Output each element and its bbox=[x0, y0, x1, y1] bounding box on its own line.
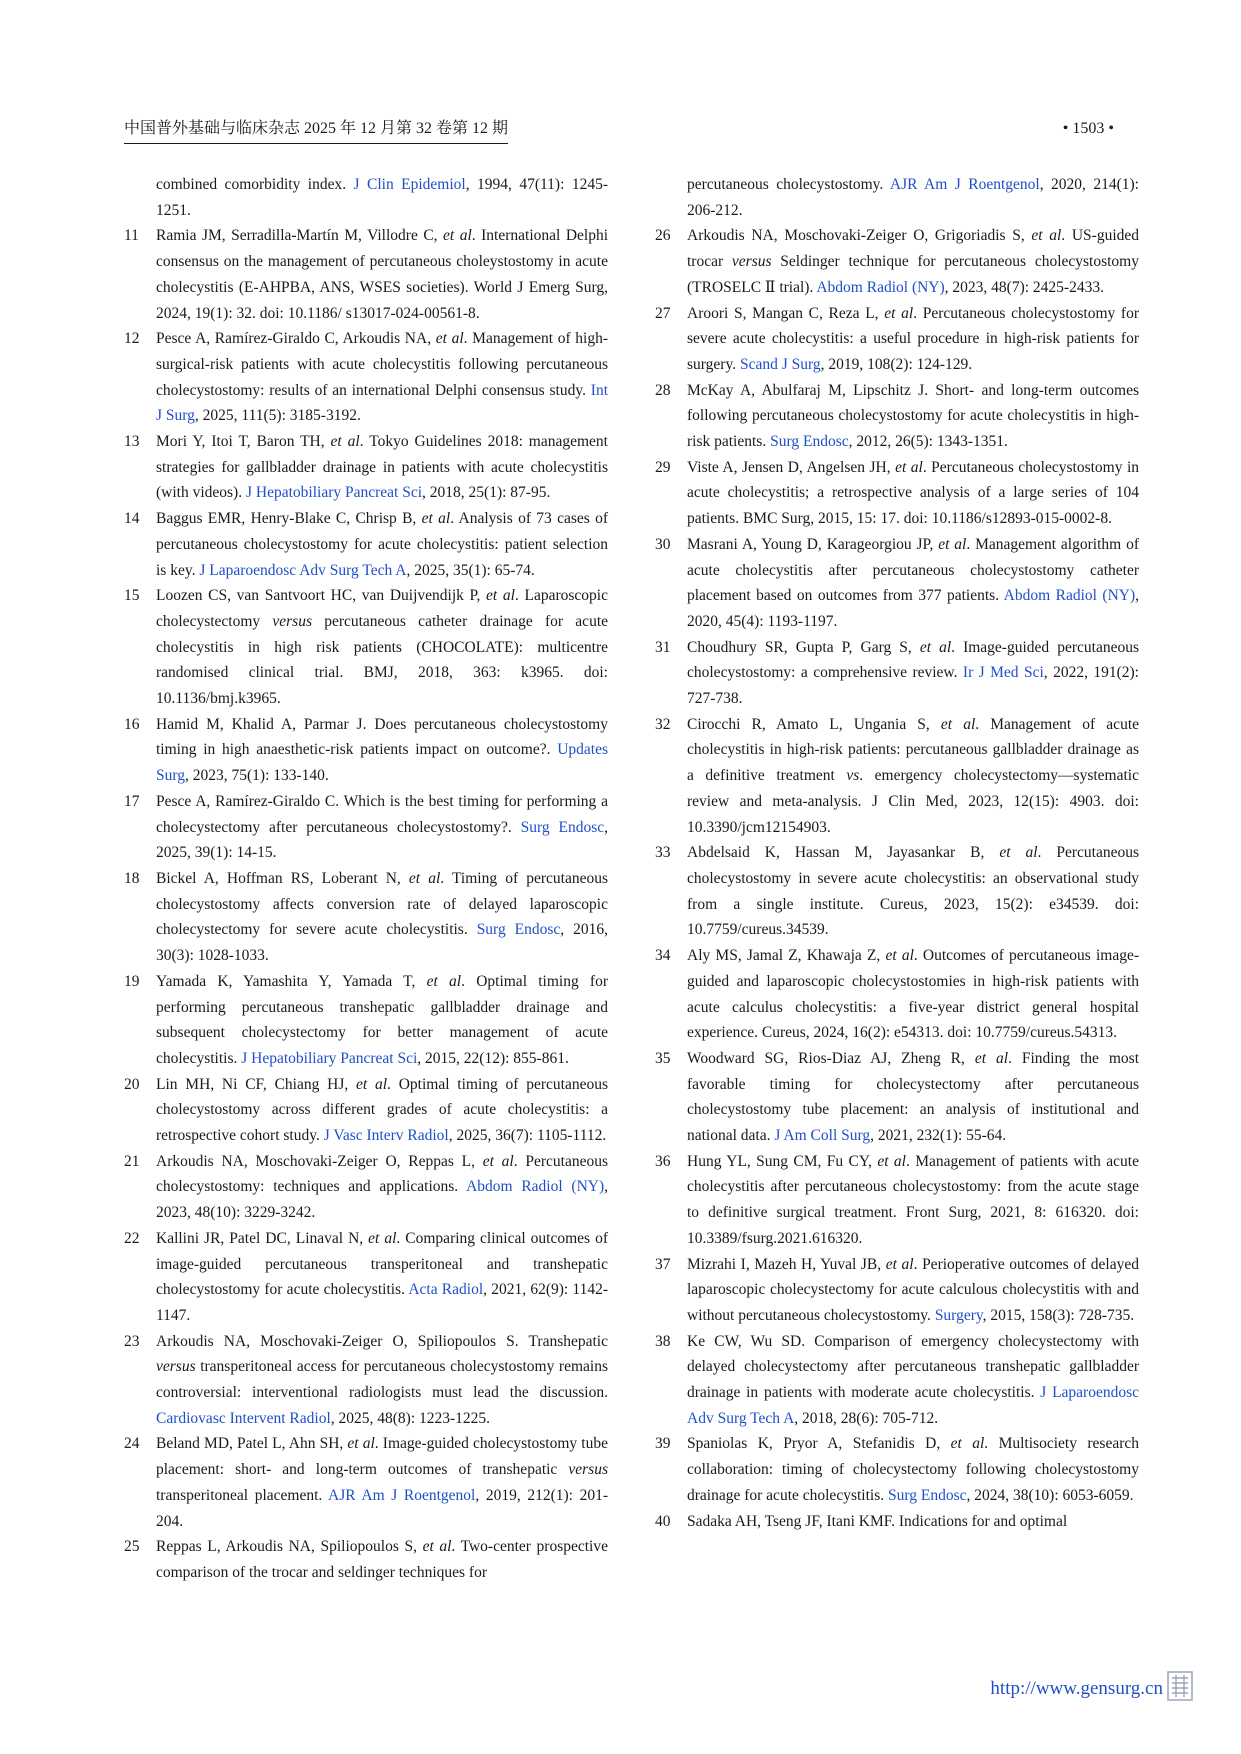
text-run: McKay A, Abulfaraj M, Lipschitz J. Short- and long-term outcomes following percutaneous cholecystostomy for acute cholecystitis in high-risk patients. bbox=[687, 381, 1139, 451]
text-run: , 2023, 48(7): 2425-2433. bbox=[944, 278, 1104, 296]
reference-text bbox=[687, 639, 1139, 707]
reference-text bbox=[156, 330, 608, 424]
text-run: Sadaka AH, Tseng JF, Itani KMF. Indications for and optimal bbox=[687, 1512, 1068, 1530]
text-run: Aly MS, Jamal Z, Khawaja Z, bbox=[687, 947, 886, 965]
italic-text: et al bbox=[422, 1538, 452, 1556]
italic-text: et al bbox=[482, 1152, 514, 1170]
journal-link[interactable]: Surg Endosc bbox=[770, 433, 849, 451]
reference-text bbox=[156, 793, 608, 861]
text-run: , 2018, 25(1): 87-95. bbox=[422, 484, 551, 502]
text-run: Masrani A, Young D, Karageorgiou JP, bbox=[687, 535, 939, 553]
reference-number: 29 bbox=[655, 458, 671, 476]
italic-text: et al bbox=[919, 638, 952, 656]
reference-list-right bbox=[655, 223, 1139, 1534]
reference-number: 15 bbox=[124, 587, 140, 605]
italic-text: et al bbox=[885, 1255, 914, 1273]
text-run: Ramia JM, Serradilla-Martín M, Villodre C, bbox=[156, 227, 444, 245]
text-run: , 2019, 108(2): 124-129. bbox=[820, 355, 973, 373]
text-run: , 2015, 158(3): 728-735. bbox=[982, 1306, 1135, 1324]
text-run: Arkoudis NA, Moschovaki-Zeiger O, Reppas L, bbox=[156, 1152, 483, 1170]
page-header bbox=[124, 118, 1114, 146]
italic-text: et al bbox=[408, 869, 441, 887]
journal-link[interactable]: Scand J Surg bbox=[739, 355, 821, 373]
text-run: . Percutaneous cholecystostomy: techniques and applications. bbox=[156, 1152, 608, 1196]
reference-item bbox=[655, 532, 1139, 635]
text-run: , 2025, 48(8): 1223-1225. bbox=[330, 1409, 491, 1427]
text-run: Yamada K, Yamashita Y, Yamada T, bbox=[156, 972, 427, 990]
text-run: . International Delphi consensus on the management of percutaneous choleystostomy in acute cholecystitis (E-AHPBA, ANS, WSES societies). World J Emerg Surg, 2024, 19(1): 32. doi: 10.1186/ s13017-024-00561-8. bbox=[156, 227, 609, 322]
journal-link[interactable]: Abdom Radiol (NY) bbox=[1003, 587, 1136, 605]
text-run: Aroori S, Mangan C, Reza L, bbox=[687, 304, 885, 322]
reference-number: 12 bbox=[124, 330, 140, 348]
reference-text bbox=[687, 1513, 1067, 1530]
reference-item bbox=[124, 866, 608, 969]
reference-item bbox=[124, 1431, 608, 1534]
reference-column-right bbox=[655, 172, 1139, 1534]
reference-item bbox=[655, 635, 1139, 712]
reference-item bbox=[655, 712, 1139, 841]
text-run: , 2023, 75(1): 133-140. bbox=[185, 767, 329, 785]
text-run: Baggus EMR, Henry-Blake C, Chrisp B, bbox=[156, 510, 422, 528]
footer-website-link[interactable]: http://www.gensurg.cn bbox=[990, 1678, 1163, 1699]
text-run: . Percutaneous cholecystostomy in acute cholecystitis; a retrospective analysis of a large series of 104 patients. BMC Surg, 2015, 15: 17. doi: 10.1186/s12893-015-0002-8. bbox=[687, 458, 1140, 528]
text-run: Reppas L, Arkoudis NA, Spiliopoulos S, bbox=[156, 1538, 423, 1556]
italic-text: et al bbox=[999, 844, 1038, 862]
reference-item bbox=[655, 223, 1139, 300]
reference-number: 38 bbox=[655, 1332, 671, 1350]
text-run: , 2019, 212(1): 201-204. bbox=[156, 1486, 609, 1530]
reference-text bbox=[156, 716, 608, 784]
text-run: . Management of acute cholecystitis in high-risk patients: percutaneous gallbladder drainage as a definitive treatment bbox=[687, 715, 1140, 785]
text-run: Viste A, Jensen D, Angelsen JH, bbox=[687, 458, 896, 476]
reference-number: 18 bbox=[124, 869, 140, 887]
text-run: transperitoneal placement. bbox=[156, 1486, 329, 1504]
italic-text: et al bbox=[940, 715, 976, 733]
reference-item bbox=[124, 969, 608, 1072]
reference-text bbox=[156, 1333, 608, 1427]
text-run: Lin MH, Ni CF, Chiang HJ, bbox=[156, 1075, 357, 1093]
reference-item bbox=[655, 455, 1139, 532]
reference-text bbox=[687, 1333, 1139, 1427]
journal-link[interactable]: J Clin Epidemiol bbox=[353, 176, 466, 193]
text-run: Mori Y, Itoi T, Baron TH, bbox=[156, 433, 331, 451]
reference-item bbox=[655, 943, 1139, 1046]
italic-text: et al bbox=[443, 227, 472, 245]
text-run: Arkoudis NA, Moschovaki-Zeiger O, Spiliopoulos S. Transhepatic bbox=[156, 1332, 608, 1350]
reference-item bbox=[655, 1149, 1139, 1252]
reference-text bbox=[687, 382, 1139, 450]
journal-link[interactable]: J Laparoendosc Adv Surg Tech A bbox=[687, 1384, 1139, 1427]
reference-text bbox=[156, 1538, 608, 1581]
text-run: . Timing of percutaneous cholecystostomy affects conversion rate of delayed laparoscopic cholecystectomy for severe acute cholecystitis. bbox=[156, 869, 609, 939]
text-run: . Image-guided cholecystostomy tube placement: short- and long-term outcomes of transhepatic bbox=[156, 1435, 608, 1479]
reference-item bbox=[124, 1149, 608, 1226]
text-run: percutaneous cholecystostomy. bbox=[687, 176, 890, 193]
text-run: Abdelsaid K, Hassan M, Jayasankar B, bbox=[687, 844, 1000, 862]
text-run: transperitoneal access for percutaneous cholecystostomy remains controversial: interventional radiologists must lead the discussion. bbox=[156, 1358, 608, 1402]
journal-link[interactable]: AJR Am J Roentgenol bbox=[328, 1486, 476, 1504]
text-run: . Optimal timing for performing percutaneous transhepatic gallbladder drainage and subsequent cholecystectomy for better management of acute cholecystitis. bbox=[156, 972, 609, 1067]
text-run: . Finding the most favorable timing for cholecystectomy after percutaneous cholecystostomy tube placement: an analysis of institutional and national data. bbox=[687, 1049, 1140, 1145]
reference-item bbox=[655, 1046, 1139, 1149]
reference-item bbox=[655, 378, 1139, 455]
text-run: . Two-center prospective comparison of the trocar and seldinger techniques for bbox=[156, 1538, 608, 1581]
reference-number: 35 bbox=[655, 1049, 671, 1067]
journal-link[interactable]: Abdom Radiol (NY) bbox=[466, 1178, 605, 1196]
journal-link[interactable]: J Am Coll Surg bbox=[774, 1127, 871, 1145]
text-run: Choudhury SR, Gupta P, Garg S, bbox=[687, 638, 920, 656]
journal-link[interactable]: Updates Surg bbox=[156, 741, 608, 785]
reference-text bbox=[687, 716, 1139, 836]
italic-text: et al bbox=[974, 1049, 1009, 1067]
reference-item bbox=[655, 1252, 1139, 1329]
text-run: , 2024, 38(10): 6053-6059. bbox=[966, 1486, 1134, 1504]
text-run: . Outcomes of percutaneous image-guided and laparoscopic cholecystostomies in high-risk patients with acute calculus cholecystitis: a five-year district general hospital experience. Cureus, 2024, 16(2): e54313. doi: 10.7759/cureus.54313. bbox=[687, 947, 1140, 1042]
reference-number: 30 bbox=[655, 535, 671, 553]
reference-list-left bbox=[124, 223, 608, 1585]
text-run: Cirocchi R, Amato L, Ungania S, bbox=[687, 715, 941, 733]
page-number: • 1503 • bbox=[1062, 120, 1114, 137]
reference-number: 37 bbox=[655, 1255, 671, 1273]
reference-number: 27 bbox=[655, 304, 671, 322]
text-run: , 2012, 26(5): 1343-1351. bbox=[848, 433, 1008, 451]
text-run: . Analysis of 73 cases of percutaneous cholecystostomy for acute cholecystitis: patient selection is key. bbox=[156, 510, 609, 579]
reference-column-left bbox=[124, 172, 608, 1586]
text-run: . Percutaneous cholecystostomy in severe acute cholecystitis: an observational study from a single institute. Cureus, 2023, 15(2): e34539. doi: 10.7759/cureus.34539. bbox=[687, 844, 1139, 939]
text-run: Pesce A, Ramírez-Giraldo C, Arkoudis NA, bbox=[156, 330, 436, 348]
reference-text bbox=[687, 1435, 1139, 1503]
reference-text bbox=[156, 510, 608, 578]
text-run: , 2021, 232(1): 55-64. bbox=[870, 1127, 1007, 1145]
journal-link[interactable]: J Laparoendosc Adv Surg Tech A bbox=[199, 561, 407, 579]
journal-link[interactable]: AJR Am J Roentgenol bbox=[889, 176, 1040, 193]
reference-text bbox=[687, 947, 1139, 1041]
reference-item bbox=[124, 223, 608, 326]
journal-link[interactable]: J Vasc Interv Radiol bbox=[323, 1127, 449, 1145]
reference-item bbox=[124, 789, 608, 866]
text-run: Mizrahi I, Mazeh H, Yuval JB, bbox=[687, 1255, 886, 1273]
reference-number: 39 bbox=[655, 1435, 671, 1453]
text-run: , 2015, 22(12): 855-861. bbox=[417, 1049, 569, 1067]
text-run: . Image-guided percutaneous cholecystostomy: a comprehensive review. bbox=[687, 638, 1139, 682]
italic-text: et al bbox=[486, 587, 515, 605]
text-run: . Laparoscopic cholecystectomy bbox=[156, 587, 608, 630]
text-run: , 2018, 28(6): 705-712. bbox=[794, 1409, 939, 1427]
journal-link[interactable]: Abdom Radiol (NY) bbox=[816, 278, 945, 296]
text-run: combined comorbidity index. bbox=[156, 176, 354, 193]
text-run: Ke CW, Wu SD. Comparison of emergency cholecystectomy with delayed cholecystectomy after percutaneous transhepatic gallbladder drainage in patients with moderate acute cholecystitis. bbox=[687, 1332, 1139, 1402]
reference-item bbox=[655, 301, 1139, 378]
italic-text: et al bbox=[1031, 227, 1062, 245]
reference-number: 40 bbox=[655, 1512, 671, 1530]
reference-item bbox=[655, 1431, 1139, 1508]
reference-text bbox=[687, 176, 1139, 219]
reference-item bbox=[124, 326, 608, 429]
reference-text bbox=[687, 227, 1139, 295]
text-run: . Perioperative outcomes of delayed laparoscopic cholecystectomy for acute calculous cholecystitis with and without percutaneous cholecystostomy. bbox=[687, 1255, 1139, 1324]
text-run: , 2023, 48(10): 3229-3242. bbox=[156, 1178, 608, 1222]
reference-text bbox=[687, 1050, 1139, 1144]
text-run: Seldinger technique for percutaneous cholecystostomy (TROSELC Ⅱ trial). bbox=[687, 253, 1139, 296]
reference-number: 19 bbox=[124, 972, 140, 990]
reference-text bbox=[156, 1076, 608, 1144]
reference-number: 17 bbox=[124, 792, 140, 810]
text-run: . emergency cholecystectomy—systematic review and meta-analysis. J Clin Med, 2023, 12(15): 4903. doi: 10.3390/jcm12154903. bbox=[687, 767, 1139, 836]
reference-item bbox=[655, 1509, 1139, 1535]
reference-continuation-right bbox=[655, 172, 1139, 223]
text-run: , 2020, 214(1): 206-212. bbox=[687, 176, 1139, 219]
journal-link[interactable]: Surg Endosc bbox=[476, 921, 561, 939]
reference-item bbox=[124, 1072, 608, 1149]
reference-item bbox=[124, 1226, 608, 1329]
text-run: Loozen CS, van Santvoort HC, van Duijvendijk P, bbox=[156, 587, 487, 605]
reference-text bbox=[687, 459, 1139, 527]
journal-link[interactable]: Int J Surg bbox=[156, 381, 608, 425]
reference-text bbox=[156, 1153, 608, 1221]
italic-text: et al bbox=[950, 1435, 985, 1453]
text-run: . Management of high-surgical-risk patients with acute cholecystitis following percutaneous cholecystostomy: results of an international Delphi consensus study. bbox=[156, 330, 609, 399]
text-run: , 2016, 30(3): 1028-1033. bbox=[156, 921, 608, 965]
reference-item bbox=[124, 583, 608, 712]
reference-number: 26 bbox=[655, 227, 671, 245]
reference-item bbox=[124, 712, 608, 789]
italic-text: et al bbox=[368, 1229, 397, 1247]
reference-item bbox=[124, 506, 608, 583]
reference-text bbox=[156, 1230, 608, 1324]
text-run: , 2022, 191(2): 727-738. bbox=[687, 664, 1139, 708]
text-run: Spaniolas K, Pryor A, Stefanidis D, bbox=[687, 1435, 951, 1453]
text-run: , 2025, 39(1): 14-15. bbox=[156, 818, 608, 862]
text-run: , 2025, 111(5): 3185-3192. bbox=[194, 407, 361, 425]
text-run: Hamid M, Khalid A, Parmar J. Does percutaneous cholecystostomy timing in high anaesthetic-risk patients impact on outcome?. bbox=[156, 715, 608, 759]
italic-text: versus bbox=[568, 1461, 608, 1479]
italic-text: et al bbox=[877, 1152, 906, 1170]
text-run: . Management of patients with acute cholecystitis after percutaneous cholecystostomy: from the acute stage to definitive surgical treatment. Front Surg, 2021, 8: 616320. doi: 10.3389/fsurg.2021.616320. bbox=[687, 1152, 1139, 1247]
text-run: Bickel A, Hoffman RS, Loberant N, bbox=[156, 869, 409, 887]
italic-text: et al bbox=[426, 972, 462, 990]
text-run: , 2025, 36(7): 1105-1112. bbox=[448, 1127, 607, 1145]
reference-number: 20 bbox=[124, 1075, 140, 1093]
reference-text bbox=[156, 433, 608, 501]
text-run: . Percutaneous cholecystostomy for severe acute cholecystitis: a useful procedure in high-risk patients for surgery. bbox=[687, 304, 1140, 373]
journal-link[interactable]: J Hepatobiliary Pancreat Sci bbox=[241, 1049, 418, 1067]
journal-link[interactable]: J Hepatobiliary Pancreat Sci bbox=[245, 484, 423, 502]
reference-text bbox=[156, 870, 608, 964]
journal-link[interactable]: Cardiovasc Intervent Radiol bbox=[156, 1409, 331, 1427]
reference-item bbox=[655, 840, 1139, 943]
reference-text bbox=[687, 844, 1139, 938]
reference-number: 23 bbox=[124, 1332, 140, 1350]
reference-number: 31 bbox=[655, 638, 671, 656]
italic-text: versus bbox=[731, 253, 772, 271]
text-run: , 2025, 35(1): 65-74. bbox=[406, 561, 535, 579]
italic-text: et al bbox=[421, 510, 451, 528]
reference-text bbox=[156, 227, 608, 321]
reference-item bbox=[124, 429, 608, 506]
journal-link[interactable]: Ir J Med Sci bbox=[962, 664, 1044, 682]
reference-item bbox=[124, 1534, 608, 1585]
italic-text: et al bbox=[884, 304, 914, 322]
journal-link[interactable]: Acta Radiol bbox=[408, 1281, 484, 1299]
reference-number: 33 bbox=[655, 844, 671, 862]
reference-text bbox=[687, 1256, 1139, 1324]
italic-text: vs bbox=[846, 767, 860, 785]
reference-text bbox=[156, 973, 608, 1067]
reference-text bbox=[687, 536, 1139, 630]
italic-text: versus bbox=[272, 612, 312, 630]
reference-number: 22 bbox=[124, 1229, 140, 1247]
journal-running-title: 中国普外基础与临床杂志 2025 年 12 月第 32 卷第 12 期 bbox=[124, 118, 508, 144]
text-run: Arkoudis NA, Moschovaki-Zeiger O, Grigoriadis S, bbox=[687, 227, 1032, 245]
reference-text bbox=[687, 1153, 1139, 1247]
reference-text bbox=[687, 305, 1139, 373]
text-run: Hung YL, Sung CM, Fu CY, bbox=[687, 1152, 878, 1170]
journal-link[interactable]: Surg Endosc bbox=[520, 818, 605, 836]
reference-text bbox=[156, 176, 608, 219]
reference-text bbox=[156, 1435, 608, 1529]
reference-item bbox=[124, 1329, 608, 1432]
text-run: , 1994, 47(11): 1245-1251. bbox=[156, 176, 609, 219]
text-run: . Optimal timing of percutaneous cholecystostomy across different grades of acute cholecystitis: a retrospective cohort study. bbox=[156, 1075, 608, 1145]
text-run: Woodward SG, Rios-Diaz AJ, Zheng R, bbox=[687, 1049, 975, 1067]
italic-text: et al bbox=[938, 535, 967, 553]
reference-number: 32 bbox=[655, 715, 671, 733]
text-run: Beland MD, Patel L, Ahn SH, bbox=[156, 1435, 348, 1453]
journal-seal-icon bbox=[1167, 1671, 1193, 1701]
text-run: Pesce A, Ramírez-Giraldo C. Which is the best timing for performing a cholecystectomy after percutaneous cholecystostomy?. bbox=[156, 792, 608, 836]
reference-number: 24 bbox=[124, 1435, 140, 1453]
text-run: percutaneous catheter drainage for acute cholecystitis in high risk patients (CHOCOLATE): multicentre randomised clinical trial. BMJ, 2018, 363: k3965. doi: 10.1136/bmj.k3965. bbox=[156, 612, 609, 708]
reference-number: 13 bbox=[124, 433, 140, 451]
reference-number: 25 bbox=[124, 1538, 140, 1556]
italic-text: et al bbox=[330, 433, 360, 451]
italic-text: et al bbox=[347, 1435, 375, 1453]
text-run: , 2020, 45(4): 1193-1197. bbox=[687, 587, 1139, 630]
text-run: , 2021, 62(9): 1142-1147. bbox=[156, 1281, 609, 1324]
text-run: . Management algorithm of acute cholecystitis after percutaneous cholecystostomy catheter placement based on outcomes from 377 patients. bbox=[687, 535, 1139, 605]
italic-text: et al bbox=[356, 1075, 388, 1093]
reference-text bbox=[156, 587, 608, 707]
journal-link[interactable]: Surg Endosc bbox=[888, 1486, 967, 1504]
reference-number: 34 bbox=[655, 947, 671, 965]
journal-link[interactable]: Surgery bbox=[934, 1306, 983, 1324]
italic-text: et al bbox=[435, 330, 464, 348]
reference-number: 16 bbox=[124, 715, 140, 733]
reference-item bbox=[655, 1329, 1139, 1432]
italic-text: et al bbox=[885, 947, 914, 965]
reference-number: 14 bbox=[124, 510, 140, 528]
reference-number: 11 bbox=[124, 227, 139, 245]
reference-continuation-left bbox=[124, 172, 608, 223]
text-run: . Tokyo Guidelines 2018: management strategies for gallbladder drainage in patients with acute cholecystitis (with videos). bbox=[156, 433, 608, 502]
text-run: . US-guided trocar bbox=[687, 227, 1140, 271]
italic-text: versus bbox=[156, 1358, 196, 1376]
italic-text: et al bbox=[895, 458, 923, 476]
reference-number: 28 bbox=[655, 381, 671, 399]
text-run: Kallini JR, Patel DC, Linaval N, bbox=[156, 1229, 369, 1247]
text-run: . Comparing clinical outcomes of image-guided percutaneous transperitoneal and transhepatic cholecystostomy for acute cholecystitis. bbox=[156, 1229, 608, 1299]
reference-number: 21 bbox=[124, 1152, 140, 1170]
reference-number: 36 bbox=[655, 1152, 671, 1170]
text-run: . Multisociety research collaboration: timing of cholecystectomy following cholecystostomy drainage for acute cholecystitis. bbox=[687, 1435, 1140, 1504]
